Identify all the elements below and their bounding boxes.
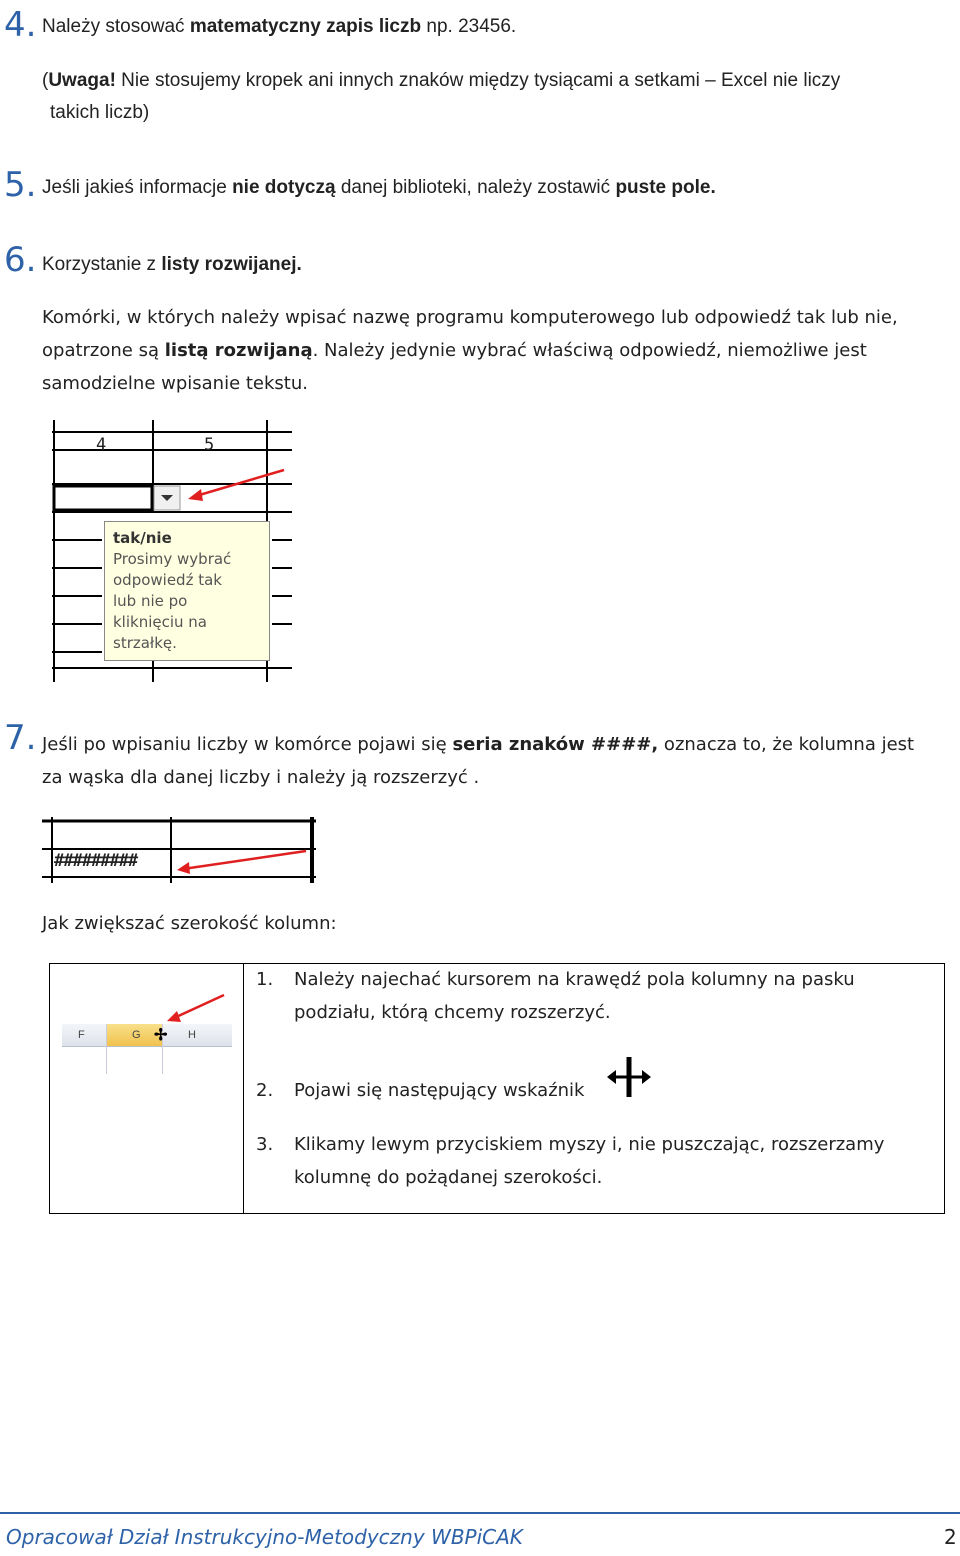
step-1-line-2: podziału, którą chcemy rozszerzyć.: [294, 1002, 611, 1023]
section-number-6: 6.: [4, 240, 37, 280]
column-label-f: F: [78, 1029, 85, 1041]
resize-cursor-icon: ✢: [154, 1027, 168, 1044]
tooltip-line: odpowiedź tak: [113, 571, 222, 589]
step-2-line-1: Pojawi się następujący wskaźnik: [294, 1080, 585, 1101]
step-number: 1.: [256, 969, 274, 990]
section-4-note-line-2: takich liczb): [50, 102, 150, 123]
section-number-5: 5.: [4, 165, 37, 205]
section-5-line: Jeśli jakieś informacje nie dotyczą danej biblioteki, należy zostawić puste pole.: [42, 177, 716, 198]
footer-text: Opracował Dział Instrukcyjno-Metodyczny WBPiCAK: [6, 1525, 523, 1549]
instructions-box: [49, 963, 945, 1214]
tooltip-title: tak/nie: [113, 529, 172, 547]
red-arrow-icon: [40, 420, 296, 540]
tooltip-line: strzałkę.: [113, 634, 177, 652]
tooltip-line: lub nie po: [113, 592, 188, 610]
section-6-para-line-3: samodzielne wpisanie tekstu.: [42, 373, 308, 394]
column-header-5: 5: [204, 435, 215, 455]
section-7-line-1: Jeśli po wpisaniu liczby w komórce pojawi się seria znaków ####, oznacza to, że kolumna jest: [42, 734, 915, 755]
excel-hash-figure: [40, 815, 320, 887]
column-label-g: G: [132, 1029, 141, 1041]
section-4-line-1: Należy stosować matematyczny zapis liczb np. 23456.: [42, 16, 517, 37]
column-header-4: 4: [96, 435, 107, 455]
step-1-line-1: Należy najechać kursorem na krawędź pola kolumny na pasku: [294, 969, 855, 990]
section-number-4: 4.: [4, 5, 37, 45]
excel-dropdown-figure: [40, 420, 296, 686]
column-label-h: H: [188, 1029, 196, 1041]
how-to-heading: Jak zwiększać szerokość kolumn:: [42, 913, 337, 934]
validation-tooltip: [104, 521, 270, 661]
page-number: 2: [944, 1525, 957, 1549]
section-7-line-2: za wąska dla danej liczby i należy ją rozszerzyć .: [42, 767, 480, 788]
step-number: 2.: [256, 1080, 274, 1101]
step-3-line-2: kolumnę do pożądanej szerokości.: [294, 1167, 603, 1188]
box-divider: [243, 964, 244, 1213]
section-4-note-line-1: (Uwaga! Nie stosujemy kropek ani innych znaków między tysiącami a setkami – Excel nie liczy: [42, 70, 841, 91]
step-3-line-1: Klikamy lewym przyciskiem myszy i, nie puszczając, rozszerzamy: [294, 1134, 885, 1155]
hash-cell-value: #########: [54, 851, 138, 871]
tooltip-line: Prosimy wybrać: [113, 550, 232, 568]
column-resize-cursor-icon: [607, 1055, 651, 1099]
footer-rule: [0, 1512, 960, 1514]
step-number: 3.: [256, 1134, 274, 1155]
tooltip-line: kliknięciu na: [113, 613, 207, 631]
section-6-heading: Korzystanie z listy rozwijanej.: [42, 254, 302, 275]
section-number-7: 7.: [4, 718, 37, 758]
section-6-para-line-1: Komórki, w których należy wpisać nazwę programu komputerowego lub odpowiedź tak lub nie,: [42, 307, 898, 328]
section-6-para-line-2: opatrzone są listą rozwijaną. Należy jedynie wybrać właściwą odpowiedź, niemożliwe jest: [42, 340, 867, 361]
red-arrow-icon: [50, 964, 240, 1044]
